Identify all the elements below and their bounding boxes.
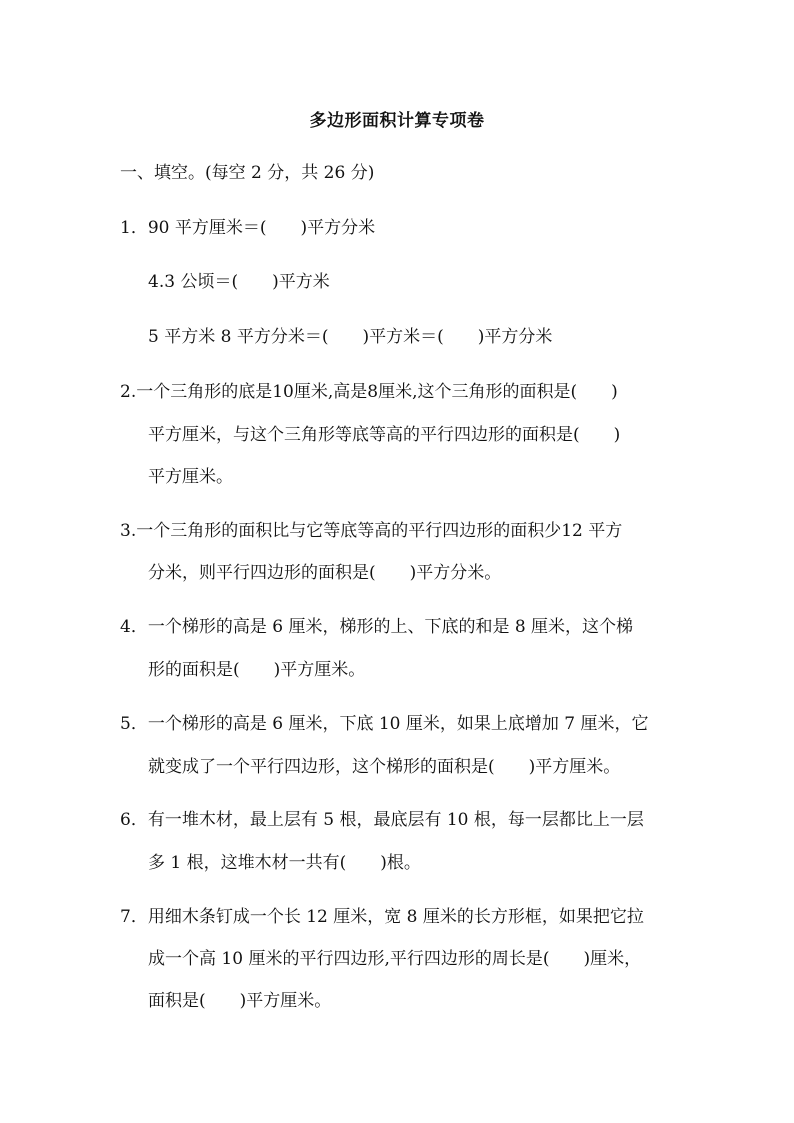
page-title: 多边形面积计算专项卷 bbox=[309, 111, 485, 131]
question-6-line-1: 6．有一堆木材，最上层有 5 根，最底层有 10 根，每一层都比上一层 bbox=[120, 810, 644, 830]
question-7-line-2: 成一个高 10 厘米的平行四边形,平行四边形的周长是( )厘米， bbox=[148, 949, 642, 969]
question-7-line-3: 面积是( )平方厘米。 bbox=[148, 991, 332, 1011]
question-1-line-3: 5 平方米 8 平方分米＝( )平方米＝( )平方分米 bbox=[148, 327, 553, 347]
question-3-line-1: 3.一个三角形的面积比与它等底等高的平行四边形的面积少12 平方 bbox=[120, 521, 623, 541]
question-2-line-1: 2.一个三角形的底是10厘米,高是8厘米,这个三角形的面积是( ) bbox=[120, 382, 618, 402]
question-4-line-2: 形的面积是( )平方厘米。 bbox=[148, 660, 366, 680]
question-7-line-1: 7．用细木条钉成一个长 12 厘米，宽 8 厘米的长方形框，如果把它拉 bbox=[120, 907, 644, 927]
question-2-line-2: 平方厘米，与这个三角形等底等高的平行四边形的面积是( ) bbox=[148, 425, 621, 445]
question-5-line-2: 就变成了一个平行四边形，这个梯形的面积是( )平方厘米。 bbox=[148, 757, 621, 777]
question-1-line-1: 1．90 平方厘米＝( )平方分米 bbox=[120, 218, 376, 238]
section-heading: 一、填空。(每空 2 分，共 26 分) bbox=[120, 163, 375, 183]
question-3-line-2: 分米，则平行四边形的面积是( )平方分米。 bbox=[148, 563, 502, 583]
question-2-line-3: 平方厘米。 bbox=[148, 467, 233, 487]
question-1-line-2: 4.3 公顷＝( )平方米 bbox=[148, 272, 330, 292]
question-6-line-2: 多 1 根，这堆木材一共有( )根。 bbox=[148, 853, 421, 873]
question-4-line-1: 4．一个梯形的高是 6 厘米，梯形的上、下底的和是 8 厘米，这个梯 bbox=[120, 617, 634, 637]
question-5-line-1: 5．一个梯形的高是 6 厘米，下底 10 厘米，如果上底增加 7 厘米，它 bbox=[120, 714, 649, 734]
